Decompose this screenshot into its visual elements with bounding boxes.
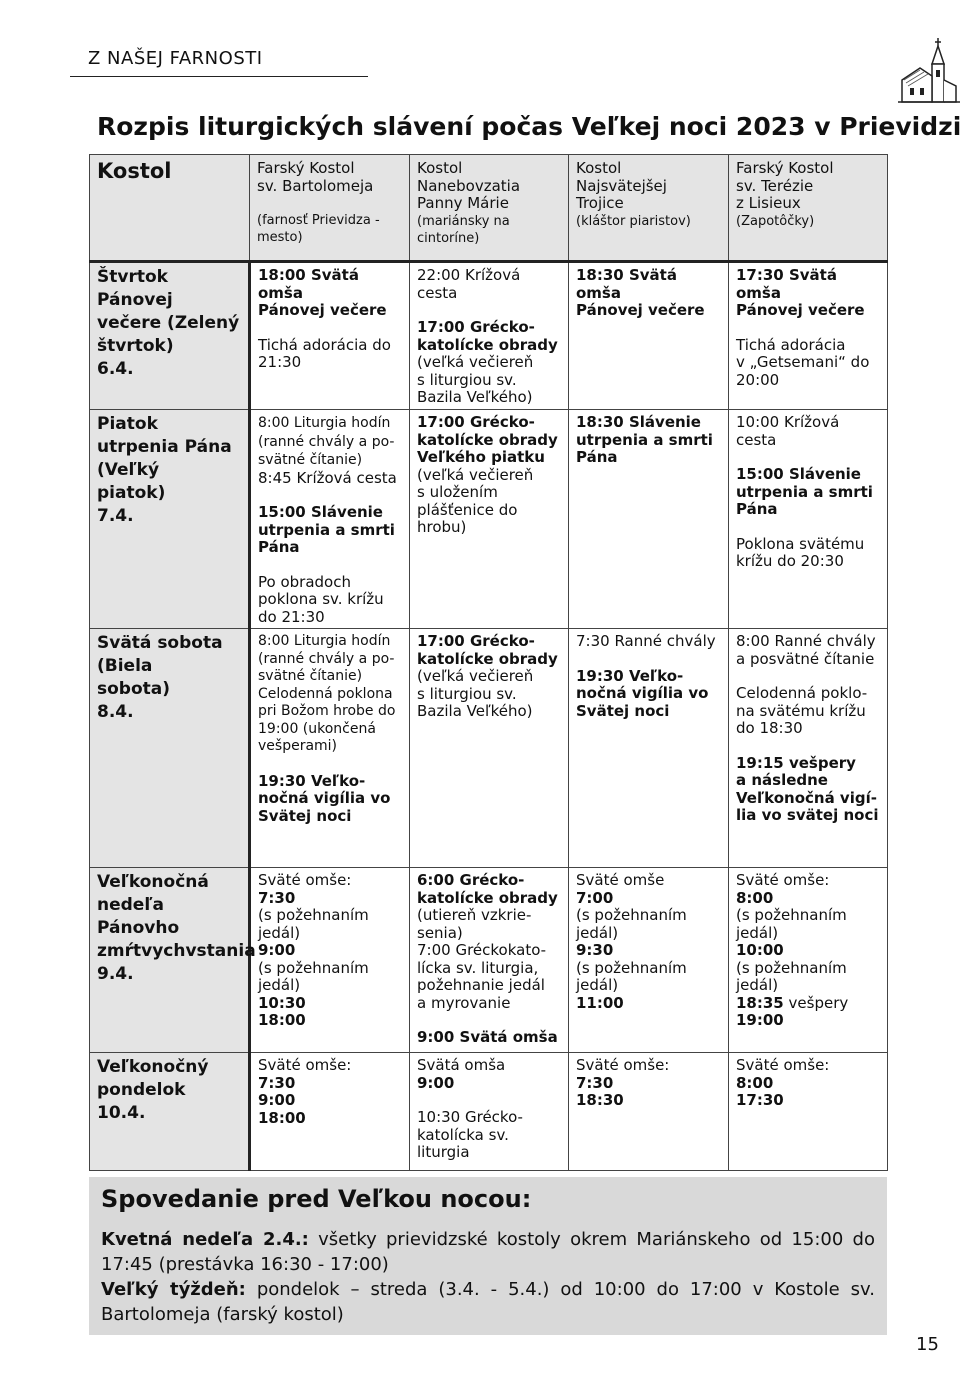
service-detail: 8:00 Liturgia hodín (ranné chvály a po- svätné čítanie) bbox=[258, 415, 395, 468]
service-detail: 8:45 Krížová cesta bbox=[258, 468, 397, 487]
schedule-cell bbox=[250, 410, 410, 629]
service-time: 11:00 bbox=[576, 993, 624, 1012]
service-entry bbox=[417, 872, 563, 1012]
church-header bbox=[410, 155, 569, 262]
schedule-cell bbox=[729, 410, 888, 629]
schedule-cell bbox=[729, 868, 888, 1053]
service-entry: Poklona svätému krížu do 20:30 bbox=[736, 534, 865, 570]
service-entry: 18:30 Svätá omša Pánovej večere bbox=[576, 266, 705, 319]
schedule-cell bbox=[410, 410, 569, 629]
church-icon bbox=[898, 36, 960, 106]
service-time: 7:30 18:30 bbox=[576, 1073, 624, 1109]
day-label: Veľkonočný pondelok 10.4. bbox=[90, 1053, 250, 1171]
day-label: Veľkonočná nedeľa Pánovho zmŕtvychvstania 9.4. bbox=[90, 868, 250, 1053]
service-detail: (utiereň vzkrie- senia) 7:00 Gréckokato- lícka sv. liturgia, požehnanie jedál a myrovanie bbox=[417, 906, 547, 1012]
service-detail: (veľká večiereň s uložením plášťenice do hrobu) bbox=[417, 465, 534, 536]
service-time: 9:00 bbox=[417, 1073, 455, 1092]
schedule-cell bbox=[410, 629, 569, 868]
service-entry: 7:30 Ranné chvály bbox=[576, 632, 716, 650]
church-note: (kláštor piaristov) bbox=[576, 213, 691, 229]
service-entry bbox=[258, 414, 404, 487]
service-entry: 19:30 Veľko- nočná vigília vo Svätej noci bbox=[576, 666, 709, 720]
table-row bbox=[90, 629, 888, 868]
service-detail: Sväté omše: bbox=[736, 871, 830, 889]
service-time: 10:30 18:00 bbox=[258, 993, 306, 1029]
service-entry: 22:00 Krížová cesta bbox=[417, 266, 521, 302]
service-detail: (s požehnaním jedál) bbox=[258, 958, 369, 994]
confession-text: všetky prievidzské kostoly okrem Mariánskeho od 15:00 do 17:45 (prestávka 16:30 - 17:00) bbox=[101, 1229, 875, 1275]
service-title: 6:00 Grécko- katolícke obrady bbox=[417, 871, 558, 907]
table-row bbox=[90, 410, 888, 629]
service-title: 17:00 Grécko- katolícke obrady bbox=[417, 632, 558, 668]
service-time: 19:00 bbox=[736, 1011, 784, 1029]
schedule-cell bbox=[250, 629, 410, 868]
schedule-table bbox=[89, 154, 888, 1171]
schedule-cell bbox=[410, 262, 569, 410]
service-detail: (s požehnaním jedál) bbox=[736, 958, 847, 994]
service-time: 10:00 bbox=[736, 941, 784, 959]
day-label: Štvrtok Pánovej večere (Zelený štvrtok) 6.4. bbox=[90, 262, 250, 410]
section-header: Z NAŠEJ FARNOSTI bbox=[88, 48, 263, 69]
service-detail: Sväté omše bbox=[576, 871, 665, 889]
table-header-row bbox=[90, 155, 888, 262]
church-note: (farnosť Prievidza - mesto) bbox=[257, 213, 380, 245]
church-header bbox=[250, 155, 410, 262]
church-header bbox=[729, 155, 888, 262]
service-detail: Svätá omša bbox=[417, 1056, 506, 1074]
confession-item bbox=[101, 1277, 875, 1327]
service-entry: Tichá adorácia v „Getsemani“ do 20:00 bbox=[736, 335, 870, 389]
corner-header: Kostol bbox=[90, 155, 250, 262]
schedule-cell bbox=[569, 1053, 729, 1171]
service-time: 8:00 17:30 bbox=[736, 1073, 784, 1109]
service-detail: vešpery bbox=[783, 993, 849, 1012]
confession-item bbox=[101, 1227, 875, 1277]
church-name: Kostol Najsvätejšej Trojice bbox=[576, 159, 667, 212]
service-time: 7:00 bbox=[576, 888, 614, 907]
service-entry: 18:00 Svätá omša Pánovej večere bbox=[258, 266, 387, 319]
service-entry: 18:30 Slávenie utrpenia a smrti Pána bbox=[576, 413, 713, 466]
service-detail: (veľká večiereň s liturgiou sv. Bazila Veľkého) bbox=[417, 667, 534, 720]
service-time: 9:30 bbox=[576, 941, 614, 959]
service-entry: 17:30 Svätá omša Pánovej večere bbox=[736, 266, 865, 319]
service-detail: (s požehnaním jedál) bbox=[576, 906, 687, 942]
page-number: 15 bbox=[916, 1334, 939, 1355]
service-entry bbox=[576, 1057, 723, 1110]
confession-label: Kvetná nedeľa 2.4.: bbox=[101, 1229, 309, 1250]
church-name: Farský Kostol sv. Terézie z Lisieux bbox=[736, 159, 834, 212]
church-name: Kostol Nanebovzatia Panny Márie bbox=[417, 159, 521, 212]
schedule-cell bbox=[569, 410, 729, 629]
schedule-cell bbox=[729, 1053, 888, 1171]
schedule-cell bbox=[250, 1053, 410, 1171]
service-entry bbox=[576, 872, 723, 1012]
schedule-cell bbox=[569, 868, 729, 1053]
schedule-cell bbox=[729, 262, 888, 410]
confession-text: pondelok – streda (3.4. - 5.4.) od 10:00 do 17:00 v Kostole sv. Bartolomeja (farský kostol) bbox=[101, 1279, 875, 1325]
service-entry bbox=[736, 872, 882, 1030]
service-detail: Sväté omše: bbox=[736, 1056, 830, 1074]
service-detail: (s požehnaním jedál) bbox=[736, 906, 847, 942]
schedule-cell bbox=[569, 629, 729, 868]
service-title: 17:00 Grécko- katolícke obrady bbox=[417, 318, 558, 354]
service-title: 17:00 Grécko- katolícke obrady Veľkého piatku bbox=[417, 413, 558, 466]
service-time: 18:35 bbox=[736, 993, 784, 1012]
service-detail: (s požehnaním jedál) bbox=[258, 906, 369, 942]
service-entry: 10:00 Krížová cesta bbox=[736, 413, 840, 449]
service-entry: Tichá adorácia do 21:30 bbox=[258, 335, 391, 371]
confession-title: Spovedanie pred Veľkou nocou: bbox=[101, 1185, 532, 1213]
service-time: 7:30 bbox=[258, 888, 296, 907]
service-time: 8:00 bbox=[736, 888, 774, 907]
service-entry bbox=[258, 872, 404, 1030]
service-entry bbox=[736, 1057, 882, 1110]
schedule-cell bbox=[569, 262, 729, 410]
service-detail: Sväté omše: bbox=[258, 1056, 352, 1074]
church-name: Farský Kostol sv. Bartolomeja bbox=[257, 159, 374, 195]
service-entry: Po obradoch poklona sv. krížu do 21:30 bbox=[258, 572, 384, 626]
service-entry: 10:30 Grécko- katolícka sv. liturgia bbox=[417, 1108, 523, 1161]
table-row bbox=[90, 1053, 888, 1171]
service-detail: Sväté omše: bbox=[258, 871, 352, 889]
service-detail: Sväté omše: bbox=[576, 1056, 670, 1074]
service-entry: 15:00 Slávenie utrpenia a smrti Pána bbox=[736, 465, 873, 518]
service-entry: 9:00 Svätá omša bbox=[417, 1028, 558, 1046]
confession-box bbox=[89, 1177, 887, 1335]
service-entry bbox=[417, 633, 563, 721]
service-detail: (s požehnaním jedál) bbox=[576, 958, 687, 994]
church-note: (mariánsky na cintoríne) bbox=[417, 213, 510, 246]
table-row bbox=[90, 262, 888, 410]
table-row bbox=[90, 868, 888, 1053]
service-entry bbox=[417, 1057, 563, 1092]
day-label: Svätá sobota (Biela sobota) 8.4. bbox=[90, 629, 250, 868]
day-label: Piatok utrpenia Pána (Veľký piatok) 7.4. bbox=[90, 410, 250, 629]
service-entry: 19:30 Veľko- nočná vigília vo Svätej noci bbox=[258, 771, 391, 825]
header-divider bbox=[70, 76, 368, 77]
service-entry bbox=[417, 319, 563, 407]
page-title: Rozpis liturgických slávení počas Veľkej noci 2023 v Prievidzi bbox=[97, 112, 962, 141]
service-entry bbox=[417, 414, 563, 537]
service-entry: 19:15 vešpery a následne Veľkonočná vigí- lia vo svätej noci bbox=[736, 753, 879, 824]
schedule-cell bbox=[410, 1053, 569, 1171]
church-header bbox=[569, 155, 729, 262]
service-entry: Celodenná poklo- na svätému krížu do 18:30 bbox=[736, 684, 868, 737]
service-entry: 8:00 Liturgia hodín (ranné chvály a po- svätné čítanie) Celodenná poklona pri Božom hrobe do 19:00 (ukončená vešperami) bbox=[258, 633, 396, 754]
schedule-cell bbox=[410, 868, 569, 1053]
schedule-cell bbox=[250, 868, 410, 1053]
service-entry bbox=[258, 1057, 404, 1127]
schedule-cell bbox=[729, 629, 888, 868]
service-time: 7:30 9:00 18:00 bbox=[258, 1073, 306, 1127]
service-entry: 8:00 Ranné chvály a posvätné čítanie bbox=[736, 632, 876, 668]
service-detail: (veľká večiereň s liturgiou sv. Bazila Veľkého) bbox=[417, 353, 534, 406]
confession-label: Veľký týždeň: bbox=[101, 1279, 246, 1300]
church-note: (Zapotôčky) bbox=[736, 213, 815, 229]
schedule-cell bbox=[250, 262, 410, 410]
service-time: 9:00 bbox=[258, 941, 296, 959]
service-entry: 15:00 Slávenie utrpenia a smrti Pána bbox=[258, 503, 395, 556]
